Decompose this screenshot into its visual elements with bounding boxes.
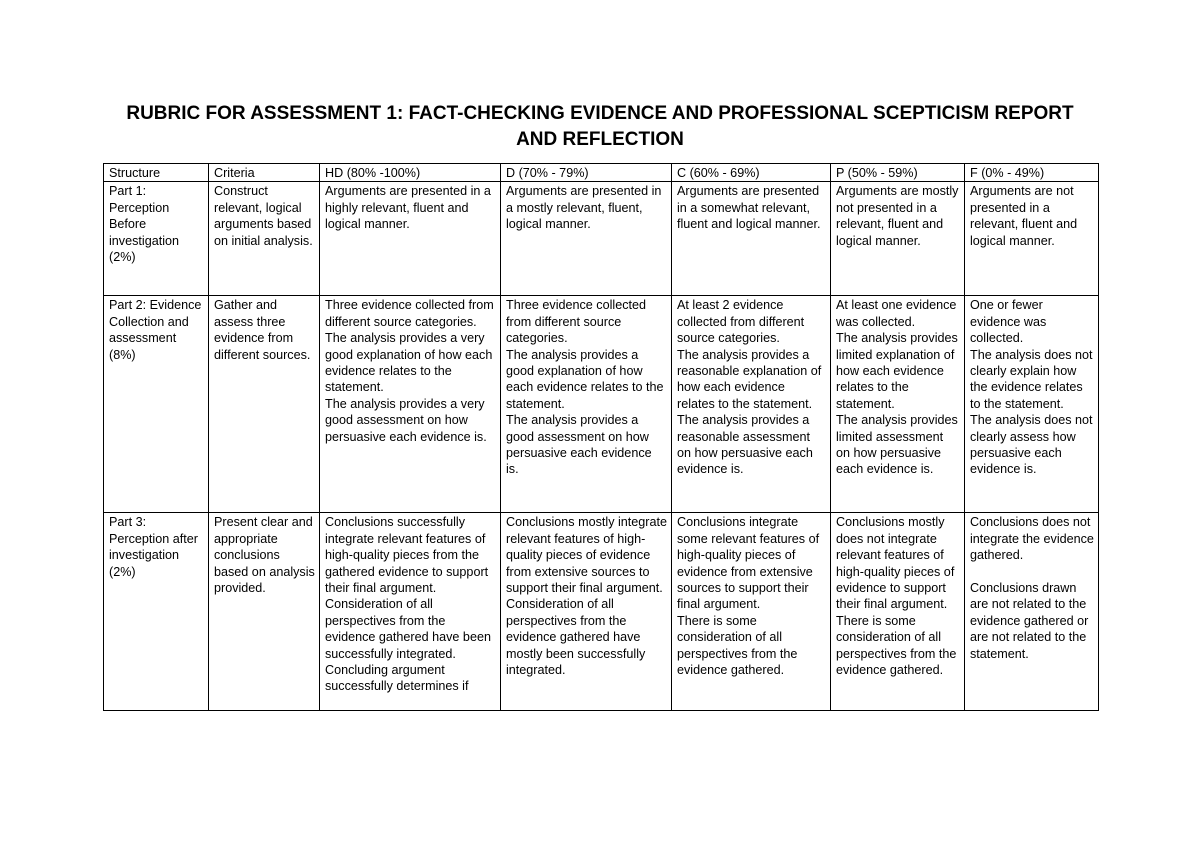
cell-text: Conclusions does not integrate the evidence gathered. <box>970 515 1094 563</box>
criteria-cell: Gather and assess three evidence from different sources. <box>209 296 320 513</box>
cell-text: The analysis provides a good assessment on how persuasive each evidence is. <box>506 413 652 477</box>
cell-text: There is some consideration of all perspectives from the evidence gathered. <box>677 613 798 678</box>
header-d: D (70% - 79%) <box>501 164 672 182</box>
table-row <box>104 513 1099 711</box>
f-cell <box>965 296 1099 513</box>
cell-text: Conclusions integrate some relevant features of high-quality pieces of evidence from extensive sources to support their final argument. <box>677 515 820 612</box>
hd-cell <box>320 513 501 711</box>
page-title <box>100 101 1100 153</box>
cell-text: The analysis provides limited explanation of how each evidence relates to the statement. <box>836 331 958 411</box>
c-cell <box>672 296 831 513</box>
title-line-2: AND REFLECTION <box>516 129 684 150</box>
d-cell <box>501 296 672 513</box>
c-cell <box>672 182 831 296</box>
d-cell <box>501 182 672 296</box>
header-f: F (0% - 49%) <box>965 164 1099 182</box>
table-row <box>104 182 1099 296</box>
c-cell <box>672 513 831 711</box>
p-cell <box>831 296 965 513</box>
cell-text: The analysis provides limited assessment on how persuasive each evidence is. <box>836 413 958 477</box>
cell-text: At least 2 evidence collected from different source categories. <box>677 298 805 346</box>
header-hd: HD (80% -100%) <box>320 164 501 182</box>
cell-text: Three evidence collected from different source categories. <box>506 298 647 346</box>
cell-text: The analysis provides a reasonable assessment on how persuasive each evidence is. <box>677 413 813 477</box>
cell-text: Conclusions mostly integrate relevant features of high-quality pieces of evidence from extensive sources to support their final argument. <box>506 515 667 596</box>
hd-cell <box>320 182 501 296</box>
table-row <box>104 296 1099 513</box>
cell-text: Conclusions successfully integrate relevant features of high-quality pieces from the gathered evidence to support their final argument. <box>325 515 489 596</box>
paragraph-gap <box>970 564 1094 580</box>
cell-text: Three evidence collected from different source categories. <box>325 298 494 329</box>
cell-text: Arguments are not presented in a relevant, fluent and logical manner. <box>970 184 1078 248</box>
cell-text: Concluding argument successfully determines if <box>325 663 469 694</box>
cell-text: The analysis provides a good explanation of how each evidence relates to the statement. <box>506 347 664 411</box>
cell-text: Conclusions mostly does not integrate relevant features of high-quality pieces of evidence to support their final argument. <box>836 515 955 612</box>
title-line-1: RUBRIC FOR ASSESSMENT 1: FACT-CHECKING EVIDENCE AND PROFESSIONAL SCEPTICISM REPORT <box>126 103 1074 124</box>
header-criteria: Criteria <box>209 164 320 182</box>
cell-text: Consideration of all perspectives from the evidence gathered have been successfully integrated. <box>325 597 491 661</box>
cell-text: Arguments are presented in a mostly relevant, fluent, logical manner. <box>506 184 662 232</box>
cell-text: Consideration of all perspectives from the evidence gathered have mostly been successfully integrated. <box>506 597 646 678</box>
hd-cell <box>320 296 501 513</box>
cell-text: Arguments are presented in a somewhat relevant, fluent and logical manner. <box>677 184 821 232</box>
structure-cell: Part 3: Perception after investigation (2%) <box>104 513 209 711</box>
cell-text: The analysis provides a very good assessment on how persuasive each evidence is. <box>325 396 487 444</box>
criteria-cell: Present clear and appropriate conclusions based on analysis provided. <box>209 513 320 711</box>
cell-text: The analysis provides a very good explanation of how each evidence relates to the statement. <box>325 331 493 395</box>
f-cell <box>965 182 1099 296</box>
cell-text: Conclusions drawn are not related to the evidence gathered or are not related to the statement. <box>970 581 1089 661</box>
p-cell <box>831 182 965 296</box>
rubric-table <box>103 163 1099 711</box>
cell-text: The analysis provides a reasonable explanation of how each evidence relates to the statement. <box>677 347 822 411</box>
cell-text: The analysis does not clearly explain how the evidence relates to the statement. <box>970 347 1093 411</box>
cell-text: Arguments are presented in a highly relevant, fluent and logical manner. <box>325 184 491 232</box>
structure-cell: Part 2: Evidence Collection and assessment (8%) <box>104 296 209 513</box>
f-cell <box>965 513 1099 711</box>
table-header-row <box>104 164 1099 182</box>
p-cell <box>831 513 965 711</box>
cell-text: Arguments are mostly not presented in a relevant, fluent and logical manner. <box>836 184 959 248</box>
cell-text: The analysis does not clearly assess how persuasive each evidence is. <box>970 413 1093 477</box>
cell-text: At least one evidence was collected. <box>836 298 957 329</box>
cell-text: There is some consideration of all perspectives from the evidence gathered. <box>836 613 957 678</box>
header-structure: Structure <box>104 164 209 182</box>
cell-text: One or fewer evidence was collected. <box>970 298 1047 346</box>
header-p: P (50% - 59%) <box>831 164 965 182</box>
criteria-cell: Construct relevant, logical arguments based on initial analysis. <box>209 182 320 296</box>
d-cell <box>501 513 672 711</box>
header-c: C (60% - 69%) <box>672 164 831 182</box>
structure-cell: Part 1: Perception Before investigation (2%) <box>104 182 209 296</box>
